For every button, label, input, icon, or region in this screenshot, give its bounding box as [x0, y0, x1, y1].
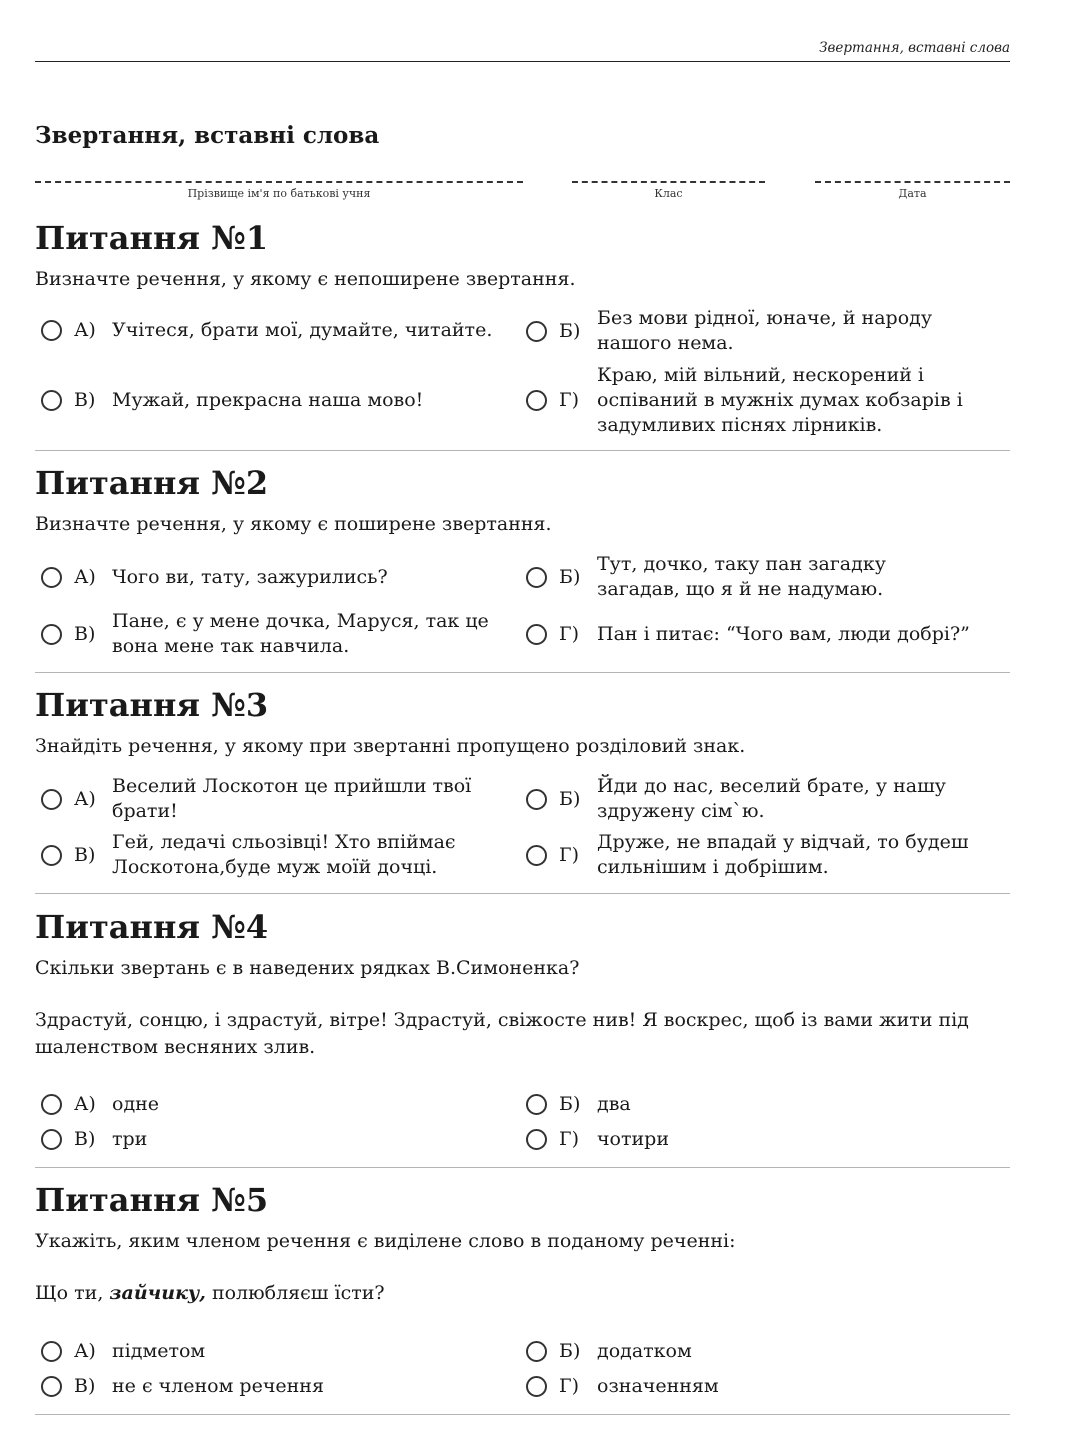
option-letter: А)	[74, 788, 96, 810]
option-text: означенням	[597, 1374, 719, 1397]
radio-button[interactable]	[526, 1376, 547, 1397]
option-text: Краю, мій вільний, нескорений і оспіваний в мужніх думах кобзарів і задумливих піснях лірників.	[597, 363, 963, 436]
question-5-option-b[interactable]	[520, 1337, 1010, 1365]
question-1	[35, 220, 1010, 451]
question-5-title: Питання №5	[35, 1181, 269, 1219]
option-letter: В)	[74, 623, 96, 645]
option-text: Чого ви, тату, зажурились?	[112, 565, 388, 588]
option-letter: Б)	[559, 1340, 581, 1362]
question-5-sentence	[35, 1280, 385, 1307]
question-4	[35, 909, 1010, 1168]
question-3-text: Знайдіть речення, у якому при звертанні пропущено розділовий знак.	[35, 735, 746, 757]
date-field[interactable]	[815, 170, 1010, 200]
question-3-option-c[interactable]	[35, 830, 513, 880]
question-4-option-a[interactable]	[35, 1090, 513, 1118]
question-4-passage: Здрастуй, сонцю, і здрастуй, вітре! Здрастуй, свіжосте нив! Я воскрес, щоб із вами жити під шаленством весняних злив.	[35, 1009, 969, 1058]
option-text: Гей, ледачі сльозівці! Хто впіймає Лоскотона,буде муж моїй дочці.	[112, 831, 456, 878]
question-1-option-a[interactable]	[35, 316, 513, 344]
option-letter: Б)	[559, 320, 581, 342]
class-field[interactable]	[572, 170, 765, 200]
question-2-option-a[interactable]	[35, 563, 513, 591]
question-5-text: Укажіть, яким членом речення є виділене слово в поданому реченні:	[35, 1230, 736, 1252]
radio-button[interactable]	[41, 1094, 62, 1115]
class-caption: Клас	[654, 187, 683, 200]
option-letter: А)	[74, 1093, 96, 1115]
radio-button[interactable]	[41, 1129, 62, 1150]
question-2-option-b[interactable]	[520, 552, 1010, 602]
date-line	[815, 170, 1010, 183]
option-letter: Г)	[559, 389, 579, 411]
question-3-option-b[interactable]	[520, 774, 1010, 824]
radio-button[interactable]	[526, 321, 547, 342]
radio-button[interactable]	[41, 1341, 62, 1362]
option-text: підметом	[112, 1339, 206, 1362]
radio-button[interactable]	[41, 320, 62, 341]
question-3-option-d[interactable]	[520, 830, 1010, 880]
option-text: Веселий Лоскотон це прийшли твої брати!	[112, 775, 472, 822]
option-text: додатком	[597, 1339, 692, 1362]
option-text: Пане, є у мене дочка, Маруся, так це вона мене так навчила.	[112, 610, 489, 657]
radio-button[interactable]	[526, 1129, 547, 1150]
question-1-text: Визначте речення, у якому є непоширене звертання.	[35, 268, 576, 290]
question-4-title: Питання №4	[35, 908, 269, 946]
sentence-end: полюбляєш їсти?	[205, 1282, 385, 1304]
sentence-start: Що ти,	[35, 1282, 110, 1304]
radio-button[interactable]	[41, 624, 62, 645]
question-3	[35, 687, 1010, 894]
question-5-option-a[interactable]	[35, 1337, 513, 1365]
option-text: два	[597, 1092, 631, 1115]
option-text: Пан і питає: “Чого вам, люди добрі?”	[597, 622, 970, 645]
document-title: Звертання, вставні слова	[35, 122, 380, 149]
option-letter: Г)	[559, 844, 579, 866]
option-letter: А)	[74, 1340, 96, 1362]
radio-button[interactable]	[526, 845, 547, 866]
date-caption: Дата	[898, 187, 927, 200]
option-letter: В)	[74, 389, 96, 411]
question-5-option-c[interactable]	[35, 1372, 513, 1400]
option-letter: А)	[74, 566, 96, 588]
student-info-fields	[35, 170, 1010, 204]
option-letter: В)	[74, 1128, 96, 1150]
question-2-title: Питання №2	[35, 464, 269, 502]
radio-button[interactable]	[41, 789, 62, 810]
option-letter: Г)	[559, 1128, 579, 1150]
option-text: не є членом речення	[112, 1374, 324, 1397]
radio-button[interactable]	[526, 390, 547, 411]
question-4-option-d[interactable]	[520, 1125, 1010, 1153]
question-1-title: Питання №1	[35, 219, 269, 257]
student-name-line	[35, 170, 523, 183]
radio-button[interactable]	[526, 789, 547, 810]
radio-button[interactable]	[526, 567, 547, 588]
question-4-option-b[interactable]	[520, 1090, 1010, 1118]
radio-button[interactable]	[41, 390, 62, 411]
option-text: Тут, дочко, таку пан загадку загадав, що я й не надумаю.	[597, 553, 886, 600]
radio-button[interactable]	[41, 1376, 62, 1397]
question-3-option-a[interactable]	[35, 774, 513, 824]
option-text: Без мови рідної, юначе, й народу нашого нема.	[597, 307, 933, 354]
option-letter: Б)	[559, 1093, 581, 1115]
option-letter: Г)	[559, 623, 579, 645]
question-1-option-c[interactable]	[35, 386, 513, 414]
option-text: чотири	[597, 1127, 670, 1150]
option-text: три	[112, 1127, 148, 1150]
question-5	[35, 1182, 1010, 1415]
option-text: Йди до нас, веселий брате, у нашу здружену сім`ю.	[597, 775, 946, 822]
question-2-option-d[interactable]	[520, 620, 1010, 648]
student-name-field[interactable]	[35, 170, 523, 200]
option-text: Друже, не впадай у відчай, то будеш сильнішим і добрішим.	[597, 831, 969, 878]
option-letter: Г)	[559, 1375, 579, 1397]
radio-button[interactable]	[526, 1341, 547, 1362]
question-5-option-d[interactable]	[520, 1372, 1010, 1400]
question-1-option-b[interactable]	[520, 306, 1010, 356]
radio-button[interactable]	[41, 845, 62, 866]
option-text: одне	[112, 1092, 160, 1115]
student-name-caption: Прізвище ім'я по батькові учня	[187, 187, 371, 200]
option-letter: В)	[74, 844, 96, 866]
question-4-text: Скільки звертань є в наведених рядках В.Симоненка?	[35, 957, 580, 979]
question-4-option-c[interactable]	[35, 1125, 513, 1153]
question-2-option-c[interactable]	[35, 609, 513, 659]
radio-button[interactable]	[526, 624, 547, 645]
option-letter: Б)	[559, 788, 581, 810]
radio-button[interactable]	[41, 567, 62, 588]
option-letter: Б)	[559, 566, 581, 588]
option-letter: В)	[74, 1375, 96, 1397]
option-letter: А)	[74, 319, 96, 341]
question-2-text: Визначте речення, у якому є поширене звертання.	[35, 513, 552, 535]
class-line	[572, 170, 765, 183]
question-2	[35, 465, 1010, 673]
radio-button[interactable]	[526, 1094, 547, 1115]
question-1-option-d[interactable]	[520, 362, 1010, 438]
option-text: Учітеся, брати мої, думайте, читайте.	[112, 318, 493, 341]
running-header: Звертання, вставні слова	[35, 38, 1010, 62]
option-text: Мужай, прекрасна наша мово!	[112, 388, 424, 411]
highlighted-word: зайчику,	[109, 1282, 206, 1304]
question-3-title: Питання №3	[35, 686, 269, 724]
